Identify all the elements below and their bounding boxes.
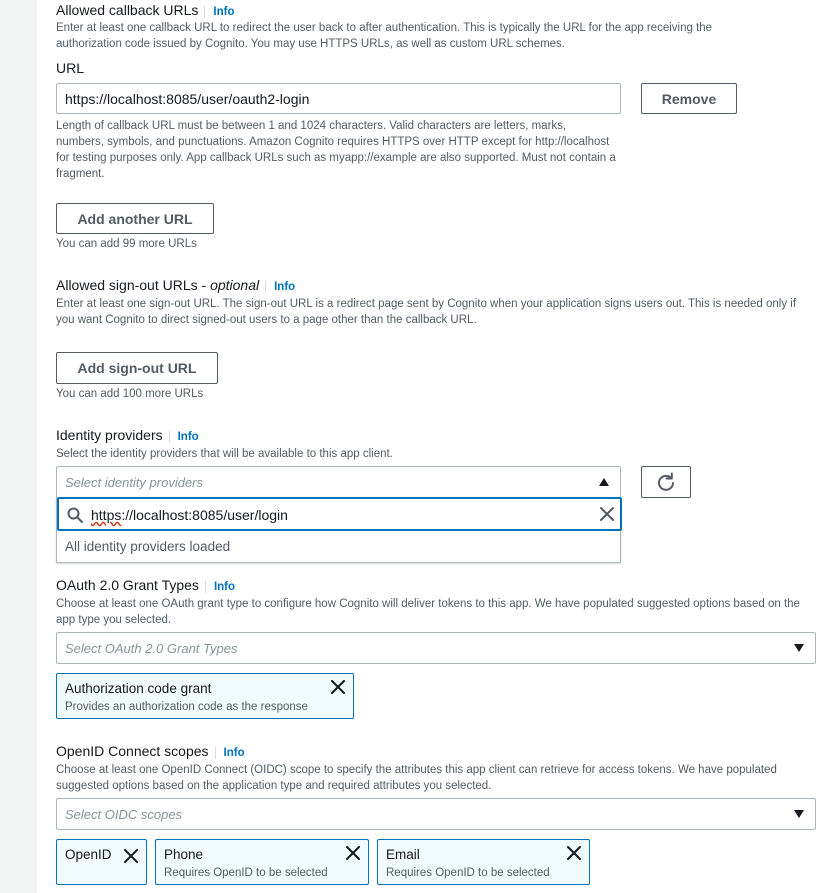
add-signout-url-button[interactable]: Add sign-out URL <box>56 352 218 384</box>
oidc-token-email <box>377 839 590 885</box>
idp-status-text: All identity providers loaded <box>65 539 231 554</box>
callback-info-link[interactable]: Info <box>204 6 234 18</box>
token-description: Requires OpenID to be selected <box>164 867 328 879</box>
form-panel <box>37 0 837 893</box>
signout-urls-label: Allowed sign-out URLs - <box>56 277 211 293</box>
token-label: Authorization code grant <box>65 681 212 696</box>
callback-urls-label: Allowed callback URLs <box>56 2 199 18</box>
caret-down-icon <box>794 644 804 652</box>
idp-description: Select the identity providers that will be available to this app client. <box>56 448 393 460</box>
signout-urls-heading <box>56 277 295 293</box>
idp-search-value-prefix: https <box>91 507 122 523</box>
close-icon[interactable] <box>331 680 345 694</box>
idp-dropdown <box>56 497 621 563</box>
grant-label: OAuth 2.0 Grant Types <box>56 577 199 593</box>
caret-up-icon <box>599 478 609 486</box>
close-icon[interactable] <box>599 506 615 522</box>
oidc-heading <box>56 743 245 759</box>
oidc-label: OpenID Connect scopes <box>56 743 209 759</box>
oidc-info-link[interactable]: Info <box>215 747 245 759</box>
idp-search-value-rest: ://localhost:8085/user/login <box>121 507 288 523</box>
oidc-select[interactable] <box>56 798 816 830</box>
grant-select-placeholder: Select OAuth 2.0 Grant Types <box>65 640 238 656</box>
idp-heading <box>56 427 199 443</box>
oidc-token-phone <box>155 839 369 885</box>
caret-down-icon <box>794 810 804 818</box>
idp-info-link[interactable]: Info <box>169 431 199 443</box>
close-icon[interactable] <box>567 846 581 860</box>
grant-select[interactable] <box>56 632 816 664</box>
add-another-url-button[interactable]: Add another URL <box>56 203 214 234</box>
callback-url-constraint: Length of callback URL must be between 1 and 1024 characters. Valid characters are letters, marks, numbers, symbols, and punctuations. Amazon Cognito requires HTTPS over HTTP except for http://localhost for testing purposes only. App callback URLs such as myapp://example are also supported. Must not contain a fragment. <box>56 120 616 180</box>
search-icon <box>67 507 83 523</box>
grant-token-authorization-code <box>56 673 354 719</box>
callback-urls-heading <box>56 2 234 18</box>
remove-button[interactable]: Remove <box>641 83 737 114</box>
callback-url-input[interactable]: https://localhost:8085/user/oauth2-login <box>56 83 621 114</box>
grant-info-link[interactable]: Info <box>205 581 235 593</box>
callback-description: Enter at least one callback URL to redirect the user back to after authentication. This is typically the URL for the app receiving the authorization code issued by Cognito. You may use HTTPS URLs, as well as custom URL schemes. <box>56 22 713 50</box>
refresh-button[interactable] <box>641 466 691 498</box>
idp-search-value <box>91 507 288 523</box>
idp-search-input[interactable] <box>57 497 622 531</box>
signout-info-link[interactable]: Info <box>265 281 295 293</box>
optional-label: optional <box>210 277 260 293</box>
grant-heading <box>56 577 235 593</box>
token-description: Provides an authorization code as the response <box>65 701 308 713</box>
idp-select[interactable] <box>56 466 621 498</box>
oidc-token-openid <box>56 839 147 885</box>
token-label: OpenID <box>65 847 112 862</box>
signout-description: Enter at least one sign-out URL. The sign-out URL is a redirect page sent by Cognito when your application signs users out. This is needed only if you want Cognito to direct signed-out users to a page other than the callback URL. <box>56 298 797 326</box>
callback-remaining-hint: You can add 99 more URLs <box>56 238 197 250</box>
idp-label: Identity providers <box>56 427 163 443</box>
grant-description: Choose at least one OAuth grant type to configure how Cognito will deliver tokens to this app. We have populated suggested options based on the app type you selected. <box>56 598 800 626</box>
oidc-description: Choose at least one OpenID Connect (OIDC) scope to specify the attributes this app client can retrieve for access tokens. We have populated suggested options based on the application type and required attributes you selected. <box>56 764 777 792</box>
refresh-icon <box>656 472 676 492</box>
close-icon[interactable] <box>124 849 138 863</box>
close-icon[interactable] <box>346 846 360 860</box>
token-label: Email <box>386 847 420 862</box>
idp-select-placeholder: Select identity providers <box>65 474 204 490</box>
token-description: Requires OpenID to be selected <box>386 867 550 879</box>
signout-remaining-hint: You can add 100 more URLs <box>56 388 204 400</box>
url-label: URL <box>56 60 85 76</box>
oidc-select-placeholder: Select OIDC scopes <box>65 806 183 822</box>
token-label: Phone <box>164 847 204 862</box>
